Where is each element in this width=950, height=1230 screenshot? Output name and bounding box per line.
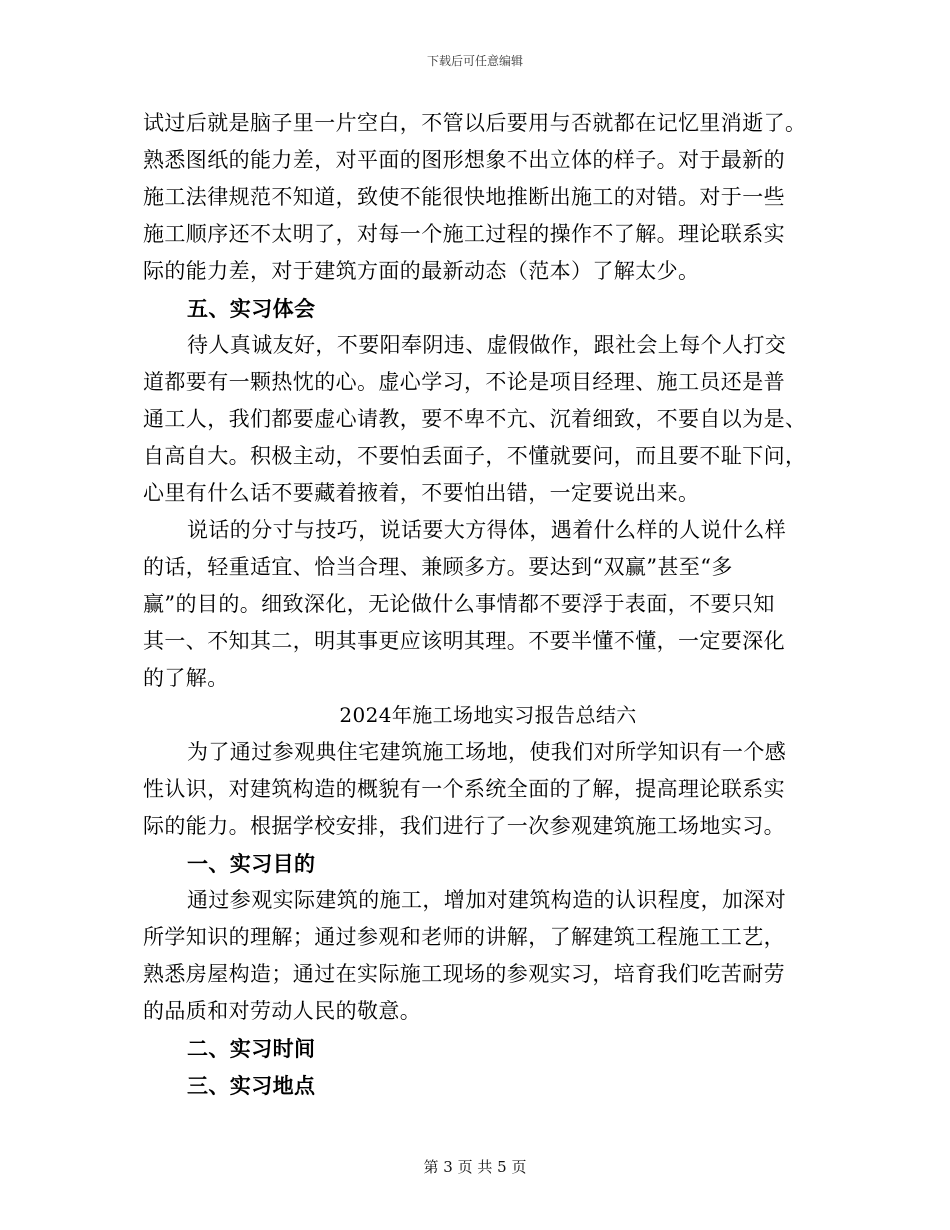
page-footer: 第 3 页 共 5 页: [423, 1158, 527, 1176]
paragraph-line: 的了解。: [143, 666, 229, 690]
page-header: 下载后可任意编辑: [426, 54, 523, 68]
paragraph-line: 道都要有一颗热忱的心。虚心学习，不论是项目经理、施工员还是普: [143, 370, 785, 394]
paragraph-line: 为了通过参观典住宅建筑施工场地，使我们对所学知识有一个感: [187, 740, 787, 764]
paragraph-line: 自高自大。积极主动，不要怕丢面子，不懂就要问，而且要不耻下问，: [143, 444, 807, 468]
section-heading: 五、实习体会: [187, 296, 316, 321]
paragraph-line: 通过参观实际建筑的施工，增加对建筑构造的认识程度，加深对: [187, 888, 787, 912]
section-heading: 一、实习目的: [187, 851, 316, 876]
paragraph-line: 的话，轻重适宜、恰当合理、兼顾多方。要达到“双赢”甚至“多: [143, 555, 733, 579]
paragraph-line: 说话的分寸与技巧，说话要大方得体，遇着什么样的人说什么样: [187, 518, 787, 542]
document-body: [143, 105, 813, 1104]
paragraph-line: 心里有什么话不要藏着掖着，不要怕出错，一定要说出来。: [143, 481, 700, 505]
paragraph-line: 际的能力。根据学校安排，我们进行了一次参观建筑施工场地实习。: [143, 814, 785, 838]
paragraph-line: 施工法律规范不知道，致使不能很快地推断出施工的对错。对于一些: [143, 185, 785, 209]
paragraph-line: 熟悉图纸的能力差，对平面的图形想象不出立体的样子。对于最新的: [143, 148, 785, 172]
paragraph-line: 其一、不知其二，明其事更应该明其理。不要半懂不懂，一定要深化: [143, 629, 785, 653]
paragraph-line: 性认识，对建筑构造的概貌有一个系统全面的了解，提高理论联系实: [143, 777, 785, 801]
section-heading: 二、实习时间: [187, 1036, 316, 1061]
section-heading: 三、实习地点: [187, 1073, 316, 1098]
paragraph-line: 通工人，我们都要虚心请教，要不卑不亢、沉着细致，不要自以为是、: [143, 407, 807, 431]
paragraph-line: 施工顺序还不太明了，对每一个施工过程的操作不了解。理论联系实: [143, 222, 785, 246]
paragraph-line: 试过后就是脑子里一片空白，不管以后要用与否就都在记忆里消逝了。: [143, 111, 807, 135]
paragraph-line: 赢”的目的。细致深化，无论做什么事情都不要浮于表面，不要只知: [143, 592, 775, 616]
paragraph-line: 的品质和对劳动人民的敬意。: [143, 999, 422, 1023]
paragraph-line: 待人真诚友好，不要阳奉阴违、虚假做作，跟社会上每个人打交: [187, 333, 787, 357]
document-title: 2024年施工场地实习报告总结六: [339, 703, 637, 727]
paragraph-line: 所学知识的理解；通过参观和老师的讲解，了解建筑工程施工工艺，: [143, 925, 785, 949]
paragraph-line: 际的能力差，对于建筑方面的最新动态（范本）了解太少。: [143, 259, 700, 283]
paragraph-line: 熟悉房屋构造；通过在实际施工现场的参观实习，培育我们吃苦耐劳: [143, 962, 785, 986]
